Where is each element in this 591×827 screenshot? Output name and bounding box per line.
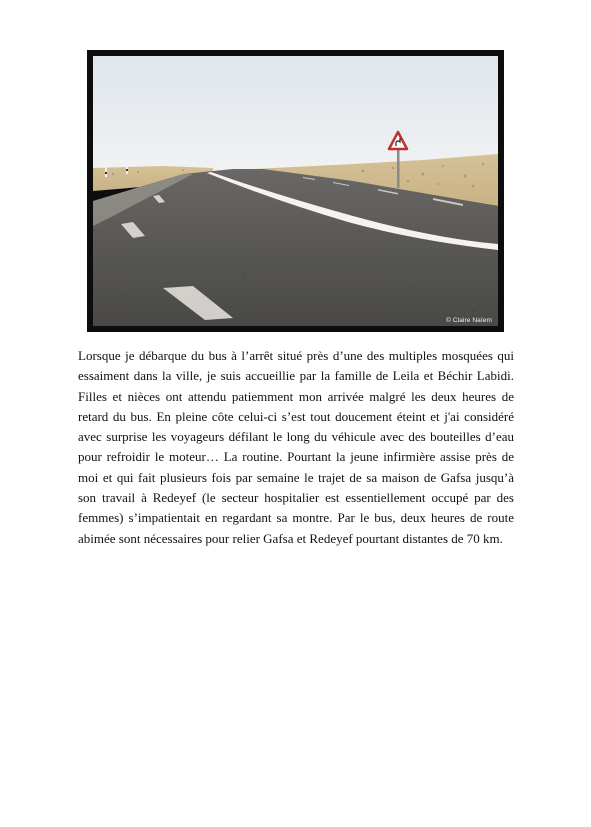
sky: [93, 56, 498, 171]
road-photo: [93, 56, 498, 326]
photo-credit: © Claire Naïem: [446, 317, 492, 324]
article-paragraph: Lorsque je débarque du bus à l’arrêt situé près d’une des multiples mosquées qui essaiment dans la ville, je suis accueillie par la famille de Leila et Béchir Labidi. Filles et nièces ont attendu patiemment mon arrivée malgré les deux heures de retard du bus. En pleine côte celui-ci s’est tout doucement éteint et j'ai considéré avec surprise les voyageurs défilant le long du véhicule avec des bouteilles d’eau pour refroidir le moteur… La routine. Pourtant la jeune infirmière assise près de moi et qui fait plusieurs fois par semaine le trajet de sa maison de Gafsa jusqu’à son travail à Redeyef (le secteur hospitalier est essentiellement occupé par des femmes) s’impatientait en regardant sa montre. Par le bus, deux heures de route abimée sont nécessaires pour relier Gafsa et Redeyef pourtant distantes de 70 km.: [78, 348, 514, 546]
road-illustration: [93, 56, 498, 326]
photo-frame: [87, 50, 504, 332]
